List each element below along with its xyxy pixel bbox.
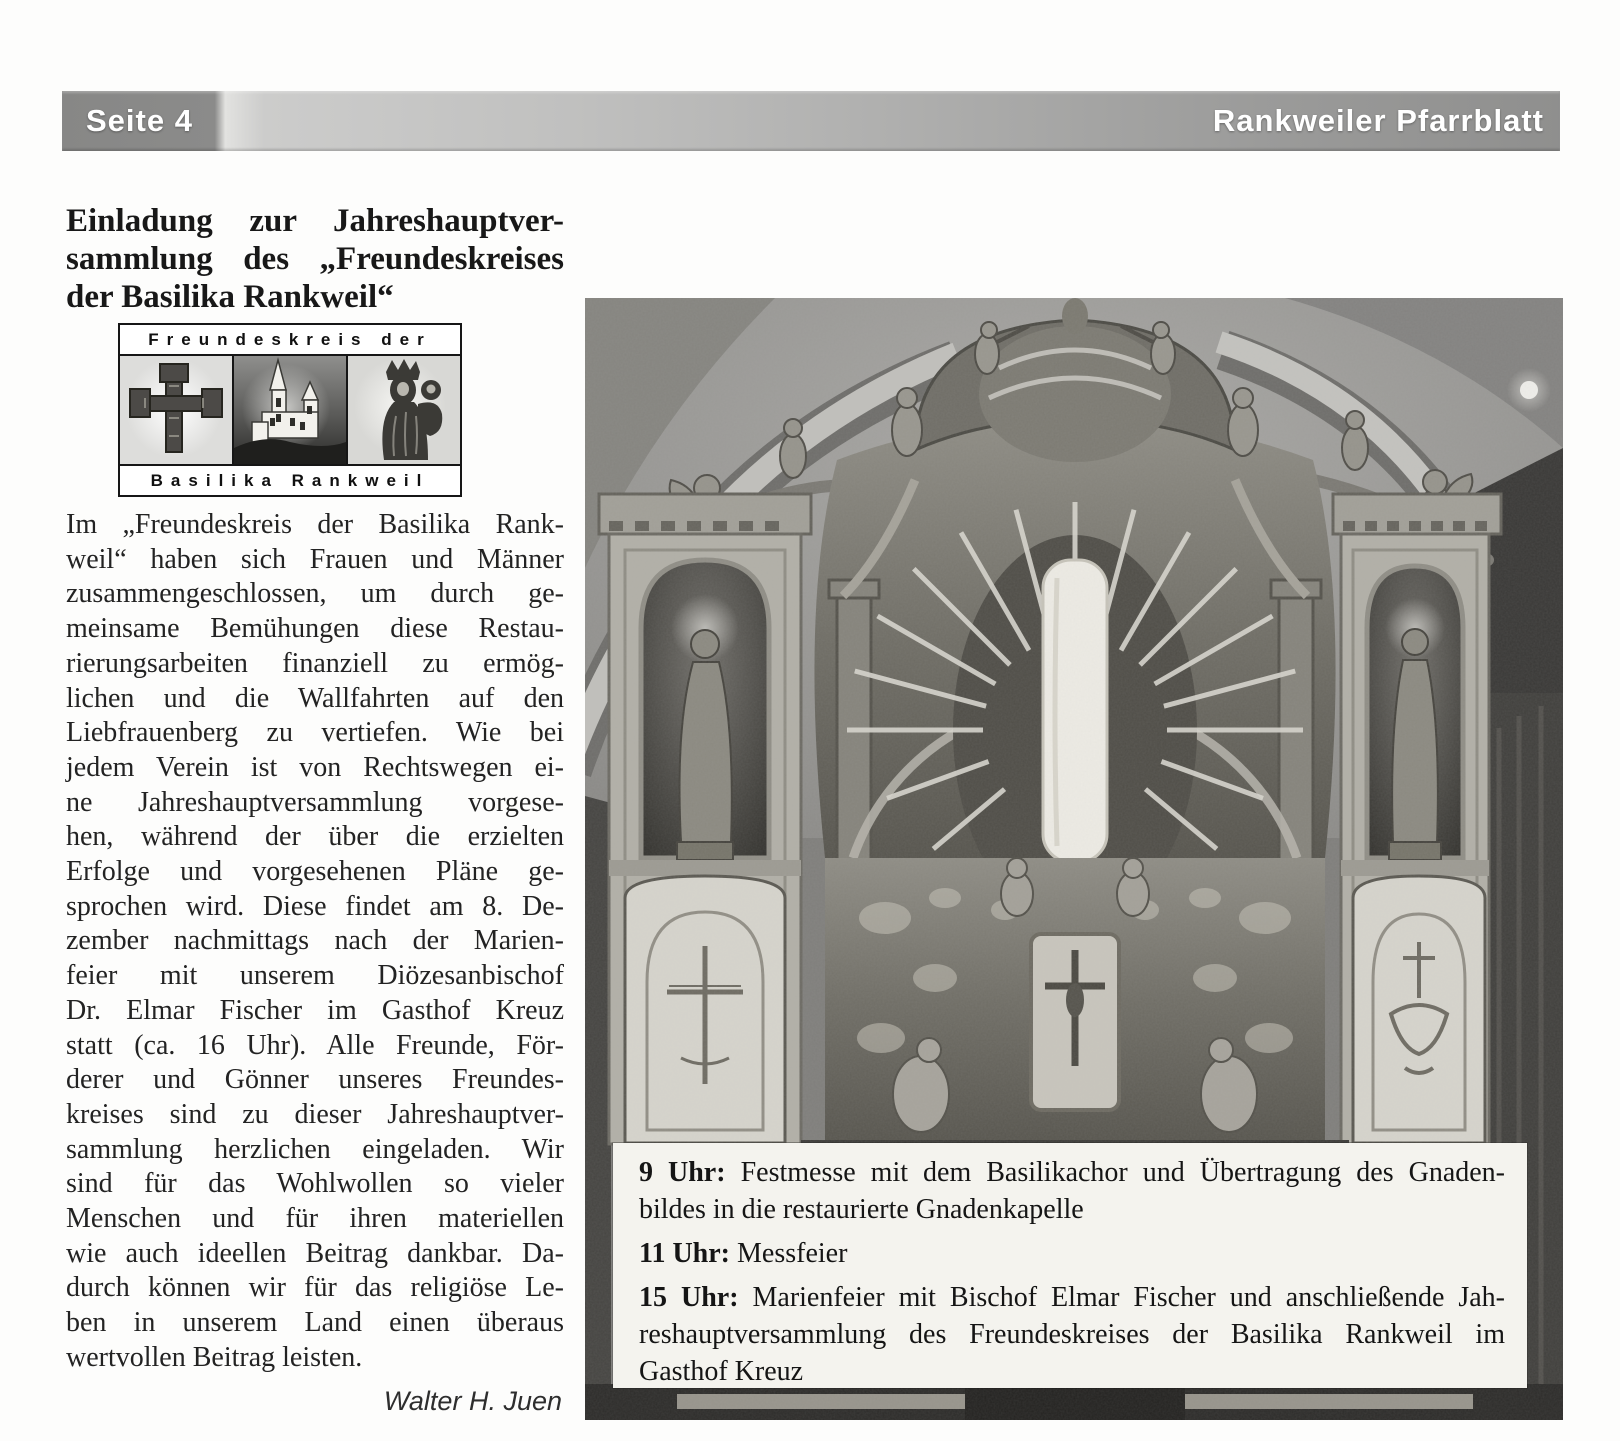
article-body-line: hen, während der über die erzielten	[66, 821, 564, 853]
article-body-line: sind für das Wohlwollen so vieler	[66, 1168, 564, 1200]
article-title-line: sammlung des „Freundeskreises	[66, 241, 564, 277]
article-body-line: durch können wir für das religiöse Le-	[66, 1272, 564, 1304]
article-body-line: wertvollen Beitrag leisten.	[66, 1341, 363, 1373]
article-body	[66, 508, 564, 1376]
article-body-line: Erfolge und vorgesehenen Pläne ge-	[66, 856, 564, 888]
logo-madonna-icon	[346, 356, 460, 464]
article-body-line: sprochen wird. Diese findet am 8. De-	[66, 890, 564, 922]
article-body-line: Im „Freundeskreis der Basilika Rank-	[66, 509, 564, 540]
article-body-line: derer und Gönner unseres Freundes-	[66, 1064, 564, 1096]
schedule-time: 15 Uhr:	[639, 1282, 753, 1313]
schedule-time: 11 Uhr:	[639, 1238, 737, 1269]
schedule-line: bildes in die restaurierte Gnadenkapelle	[639, 1194, 1084, 1225]
article-body-line: ben in unserem Land einen überaus	[66, 1307, 564, 1339]
freundeskreis-logo	[118, 323, 462, 497]
logo-top-text: Freundeskreis der	[148, 329, 432, 349]
schedule-line: 9 Uhr: Festmesse mit dem Basilikachor und Übertragung des Gnaden-	[639, 1157, 1505, 1188]
article-title-line: Einladung zur Jahreshauptver-	[66, 203, 564, 239]
schedule-entry	[639, 1279, 1505, 1388]
logo-cross-icon	[120, 356, 232, 464]
schedule-line: Gasthof Kreuz	[639, 1356, 804, 1387]
article-body-line: Liebfrauenberg zu vertiefen. Wie bei	[66, 717, 564, 749]
article-body-line: ne Jahreshauptversammlung vorgese-	[66, 786, 564, 818]
article-body-line: zember nachmittags nach der Marien-	[66, 925, 564, 957]
article-body-line: Dr. Elmar Fischer im Gasthof Kreuz	[66, 994, 564, 1026]
article-title-line: der Basilika Rankweil“	[66, 279, 394, 315]
altar-photo	[585, 298, 1563, 1420]
article-body-line: meinsame Bemühungen diese Restau-	[66, 613, 564, 645]
article-body-line: zusammengeschlossen, um durch ge-	[66, 578, 564, 610]
schedule-entry	[639, 1235, 1505, 1272]
logo-image-row	[120, 354, 460, 466]
logo-bottom-text: Basilika Rankweil	[150, 470, 430, 490]
article-body-line: feier mit unserem Diözesanbischof	[66, 960, 564, 992]
article-body-line: kreises sind zu dieser Jahreshauptver-	[66, 1098, 564, 1130]
logo-basilica-icon	[232, 356, 346, 464]
article-title	[66, 202, 564, 316]
article-body-line: sammlung herzlichen eingeladen. Wir	[66, 1133, 564, 1165]
schedule-entry	[639, 1154, 1505, 1228]
article-body-line: wie auch ideellen Beitrag dankbar. Da-	[66, 1237, 564, 1269]
publication-title: Rankweiler Pfarrblatt	[1212, 103, 1544, 138]
author-signature: Walter H. Juen	[383, 1386, 562, 1416]
page-header-bar	[62, 91, 1560, 151]
article-body-line: jedem Verein ist von Rechtswegen ei-	[66, 751, 564, 783]
article-body-line: lichen und die Wallfahrten auf den	[66, 682, 564, 714]
schedule-line: 11 Uhr: Messfeier	[639, 1238, 848, 1269]
article-body-line: weil“ haben sich Frauen und Männer	[66, 543, 564, 575]
schedule-line: 15 Uhr: Marienfeier mit Bischof Elmar Fischer und anschließende Jah-	[639, 1282, 1505, 1313]
article-body-line: Menschen und für ihren materiellen	[66, 1203, 564, 1235]
schedule-line: reshauptversammlung des Freundeskreises der Basilika Rankweil im	[639, 1319, 1505, 1350]
schedule-box	[613, 1143, 1527, 1388]
page-number-label: Seite 4	[86, 103, 193, 138]
article-body-line: rierungsarbeiten finanziell zu ermög-	[66, 647, 564, 679]
article-body-line: statt (ca. 16 Uhr). Alle Freunde, För-	[66, 1029, 564, 1061]
schedule-time: 9 Uhr:	[639, 1157, 741, 1188]
